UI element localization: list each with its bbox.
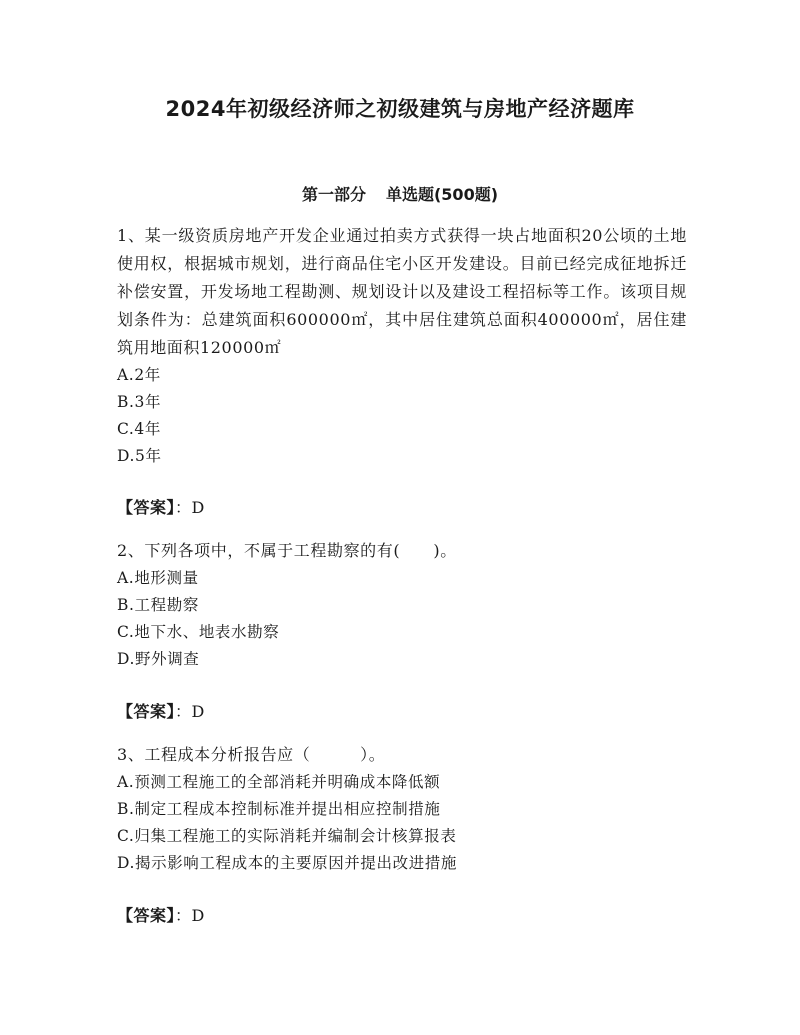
- section-heading: [0, 183, 800, 207]
- option-d: D.野外调查: [117, 650, 200, 668]
- question-text: 3、工程成本分析报告应（ ）。: [117, 745, 386, 764]
- answer-value: D: [191, 498, 205, 517]
- option-c: C.4年: [117, 420, 161, 438]
- question-2: [117, 537, 687, 673]
- option-a: A.2年: [117, 366, 161, 384]
- question-1: [117, 222, 687, 470]
- question-text: 1、某一级资质房地产开发企业通过拍卖方式获得一块占地面积20公顷的土地使用权，根据城市规划，进行商品住宅小区开发建设。目前已经完成征地拆迁补偿安置，开发场地工程勘测、规划设计以及建设工程招标等工作。该项目规划条件为：总建筑面积600000㎡，其中居住建筑总面积400000㎡，居住建筑用地面积120000㎡: [117, 226, 687, 357]
- answer-label: 【答案】: [117, 702, 176, 721]
- answer-label: 【答案】: [117, 906, 176, 925]
- answer-separator: ：: [175, 702, 192, 721]
- answer-separator: ：: [175, 906, 192, 925]
- answer-separator: ：: [175, 498, 192, 517]
- answer-3: [117, 904, 205, 928]
- question-3: [117, 741, 687, 877]
- section-part: 第一部分: [301, 185, 366, 204]
- option-c: C.地下水、地表水勘察: [117, 623, 280, 641]
- answer-value: D: [191, 906, 205, 925]
- document-title: 2024年初级经济师之初级建筑与房地产经济题库: [165, 97, 635, 121]
- option-a: A.地形测量: [117, 569, 199, 587]
- option-b: B.工程勘察: [117, 596, 199, 614]
- option-d: D.揭示影响工程成本的主要原因并提出改进措施: [117, 854, 458, 872]
- option-b: B.制定工程成本控制标准并提出相应控制措施: [117, 800, 441, 818]
- answer-1: [117, 496, 205, 520]
- answer-label: 【答案】: [117, 498, 176, 517]
- question-text: 2、下列各项中，不属于工程勘察的有( )。: [117, 541, 457, 560]
- answer-value: D: [191, 702, 205, 721]
- option-b: B.3年: [117, 393, 162, 411]
- section-name: 单选题(500题): [385, 185, 499, 204]
- option-a: A.预测工程施工的全部消耗并明确成本降低额: [117, 773, 441, 791]
- answer-2: [117, 700, 205, 724]
- option-c: C.归集工程施工的实际消耗并编制会计核算报表: [117, 827, 457, 845]
- option-d: D.5年: [117, 447, 162, 465]
